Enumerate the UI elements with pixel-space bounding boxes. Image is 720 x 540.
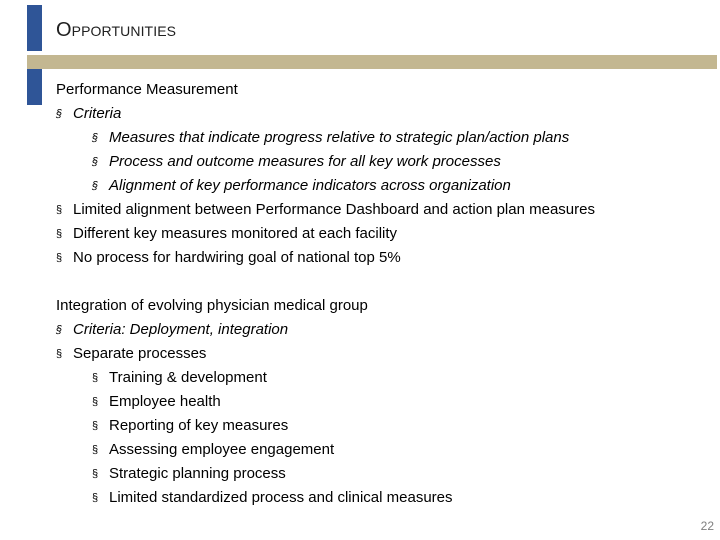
- bullet-icon: §: [92, 468, 99, 480]
- bullet-icon: §: [92, 180, 99, 192]
- section-heading-integration: Integration of evolving physician medical group: [56, 297, 368, 314]
- bullet-item-text: Strategic planning process: [109, 465, 286, 482]
- bullet-item-level-2: [56, 390, 696, 414]
- bullet-icon: §: [92, 444, 99, 456]
- section-list-integration: [56, 318, 696, 510]
- bullet-item-text: Measures that indicate progress relative to strategic plan/action plans: [109, 129, 570, 146]
- bullet-item-text: Assessing employee engagement: [109, 441, 335, 458]
- bullet-item-text: Limited standardized process and clinical measures: [109, 489, 453, 506]
- slide-body: [56, 78, 696, 510]
- section-list-performance: [56, 102, 696, 270]
- slide-title: [56, 17, 176, 43]
- bullet-icon: §: [92, 372, 99, 384]
- title-rest: pportunities: [71, 19, 177, 41]
- bullet-item-level-2: [56, 174, 696, 198]
- bullet-item-level-2: [56, 366, 696, 390]
- bullet-item-level-2: [56, 150, 696, 174]
- bullet-icon: §: [92, 492, 99, 504]
- bullet-icon: §: [92, 132, 99, 144]
- bullet-item-text: Reporting of key measures: [109, 417, 289, 434]
- bullet-icon: §: [92, 420, 99, 432]
- bullet-item-text: Process and outcome measures for all key work processes: [109, 153, 501, 170]
- bullet-item-level-2: [56, 126, 696, 150]
- bullet-item-level-2: [56, 414, 696, 438]
- bullet-item-text: Limited alignment between Performance Dashboard and action plan measures: [73, 201, 595, 218]
- section-spacer: [56, 270, 696, 294]
- bullet-item-level-1: [56, 246, 696, 270]
- section-heading-performance: Performance Measurement: [56, 81, 238, 98]
- bullet-item-level-2: [56, 462, 696, 486]
- bullet-item-level-1: [56, 102, 696, 126]
- bullet-item-level-1: [56, 318, 696, 342]
- bullet-icon: §: [92, 396, 99, 408]
- title-initial: O: [56, 19, 72, 41]
- bullet-item-text: Criteria: Deployment, integration: [73, 321, 289, 338]
- bullet-icon: §: [56, 348, 63, 360]
- bullet-icon: §: [56, 108, 63, 120]
- bullet-item-level-1: [56, 198, 696, 222]
- bullet-icon: §: [56, 204, 63, 216]
- title-accent-bar: [27, 5, 42, 51]
- bullet-icon: §: [56, 324, 63, 336]
- bullet-icon: §: [56, 252, 63, 264]
- title-divider-band: [27, 55, 717, 69]
- bullet-item-level-1: [56, 222, 696, 246]
- bullet-item-text: Employee health: [109, 393, 221, 410]
- bullet-item-text: Criteria: [73, 105, 122, 122]
- page-number: 22: [700, 519, 714, 533]
- bullet-item-text: No process for hardwiring goal of national top 5%: [73, 249, 401, 266]
- bullet-item-level-2: [56, 486, 696, 510]
- content-accent-bar: [27, 69, 42, 105]
- bullet-item-text: Alignment of key performance indicators across organization: [109, 177, 511, 194]
- bullet-icon: §: [56, 228, 63, 240]
- bullet-item-text: Training & development: [109, 369, 267, 386]
- bullet-icon: §: [92, 156, 99, 168]
- bullet-item-text: Separate processes: [73, 345, 207, 362]
- bullet-item-text: Different key measures monitored at each facility: [73, 225, 398, 242]
- bullet-item-level-1: [56, 342, 696, 366]
- bullet-item-level-2: [56, 438, 696, 462]
